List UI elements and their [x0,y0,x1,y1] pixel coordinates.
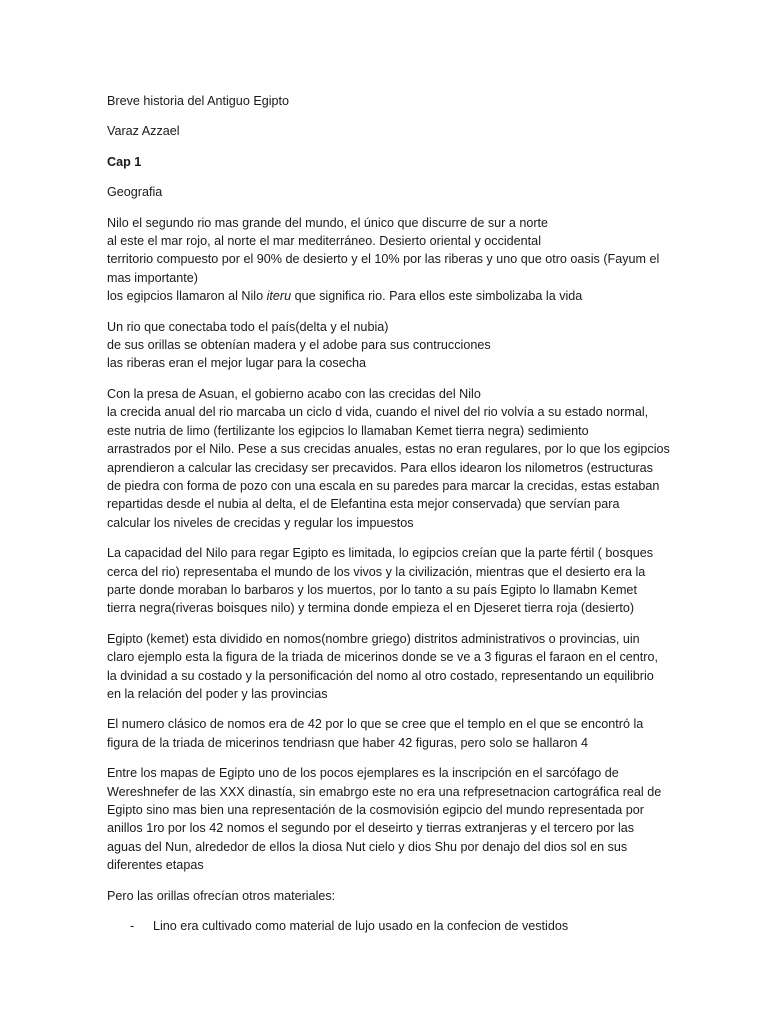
paragraph-asuan [107,385,670,532]
text-line: los egipcios llamaron al Nilo iteru que significa rio. Para ellos este simbolizaba la vida [107,289,583,304]
paragraph-capacidad [107,544,667,618]
italic-term: iteru [266,289,292,304]
text-line: claro ejemplo esta la figura de la triada de micerinos donde se ve a 3 figuras el faraon en el centro, [107,650,658,665]
text-line: territorio compuesto por el 90% de desierto y el 10% por las riberas y uno que otro oasis (Fayum el [107,252,660,267]
text-line: aprendieron a calcular las crecidasy ser precavidos. Para ellos idearon los nilometros (estructuras [107,460,653,475]
text-line: figura de la triada de micerinos tendriasn que haber 42 figuras, pero solo se hallaron 4 [107,735,588,750]
paragraph-nomos [107,630,667,704]
text-line: El numero clásico de nomos era de 42 por lo que se cree que el templo en el que se encontró la [107,717,644,732]
paragraph-orillas [107,887,667,905]
text-line: calcular los niveles de crecidas y regular los impuestos [107,515,414,530]
text-line: Egipto (kemet) esta dividido en nomos(nombre griego) distritos administrativos o provincias, uin [107,631,640,646]
text-line: mas importante) [107,270,198,285]
chapter-heading: Cap 1 [107,154,142,169]
text-line: de sus orillas se obtenían madera y el adobe para sus contrucciones [107,338,491,353]
text-line: cerca del rio) representaba el mundo de los vivos y la civilización, mientras que el desierto era la [107,564,646,579]
text-line: anillos 1ro por los 42 nomos el segundo por el deseirto y tierras extranjeras y el tercero por las [107,821,635,836]
bullet-text: Lino era cultivado como material de lujo usado en la confecion de vestidos [153,919,569,934]
text-line: repartidas desde el nubia al delta, el de Elefantina esta mejor conservada) que servían para [107,497,620,512]
text-line: en la relación del poder y las provincias [107,686,328,701]
text-line: Egipto sino mas bien una representación de la cosmovisión egipcio del mundo representada por [107,803,644,817]
text-line: Un rio que conectaba todo el país(delta y el nubia) [107,319,389,334]
paragraph-rio [107,318,667,373]
bullet-marker: - [130,919,135,934]
text-line: Entre los mapas de Egipto uno de los pocos ejemplares es la inscripción en el sarcófago de [107,766,619,781]
paragraph-nilo [107,214,667,306]
document-title: Breve historia del Antiguo Egipto [107,94,290,108]
text-line: la crecida anual del rio marcaba un ciclo d vida, cuando el nivel del rio volvía a su estado normal, [107,405,649,420]
document-body [107,92,670,934]
text-line: este nutria de limo (fertilizante los egipcios lo llamaban Kemet tierra negra) sedimiento [107,423,589,438]
text-line: de piedra con forma de pozo con una escala en su paredes para marcar la crecidas, estas estaban [107,478,660,493]
document-author: Varaz Azzael [107,124,180,139]
text-line: Con la presa de Asuan, el gobierno acabo con las crecidas del Nilo [107,386,481,401]
text-line: La capacidad del Nilo para regar Egipto es limitada, lo egipcios creían que la parte fértil ( bosques [107,546,654,561]
text-line: Nilo el segundo rio mas grande del mundo, el único que discurre de sur a norte [107,215,549,230]
text-line: Pero las orillas ofrecían otros materiales: [107,888,336,903]
text-line: aguas del Nun, alrededor de ellos la diosa Nut cielo y dios Shu por denajo del dios sol en sus [107,839,628,854]
text-line: Wereshnefer de las XXX dinastía, sin emabrgo este no era una refpresetnacion cartográfica real de [107,784,662,799]
text-line: al este el mar rojo, al norte el mar mediterráneo. Desierto oriental y occidental [107,234,541,249]
text-line: tierra negra(riveras boisques nilo) y termina donde empieza el en Djeseret tierra roja (desierto) [107,601,635,616]
text-line: la dvinidad a su costado y la personificación del nomo al otro costado, representando un equilibrio [107,668,654,683]
text-line: parte donde moraban lo barbaros y los muertos, por lo tanto a su país Egipto lo llamabn Kemet [107,582,637,597]
paragraph-mapas [107,764,667,874]
text-line: diferentes etapas [107,858,204,873]
text-line: arrastrados por el Nilo. Pese a sus crecidas anuales, estas no eran regulares, por lo que los egipcios [107,442,670,457]
paragraph-numero [107,715,667,752]
section-heading: Geografia [107,185,163,200]
text-line: las riberas eran el mejor lugar para la cosecha [107,356,367,371]
